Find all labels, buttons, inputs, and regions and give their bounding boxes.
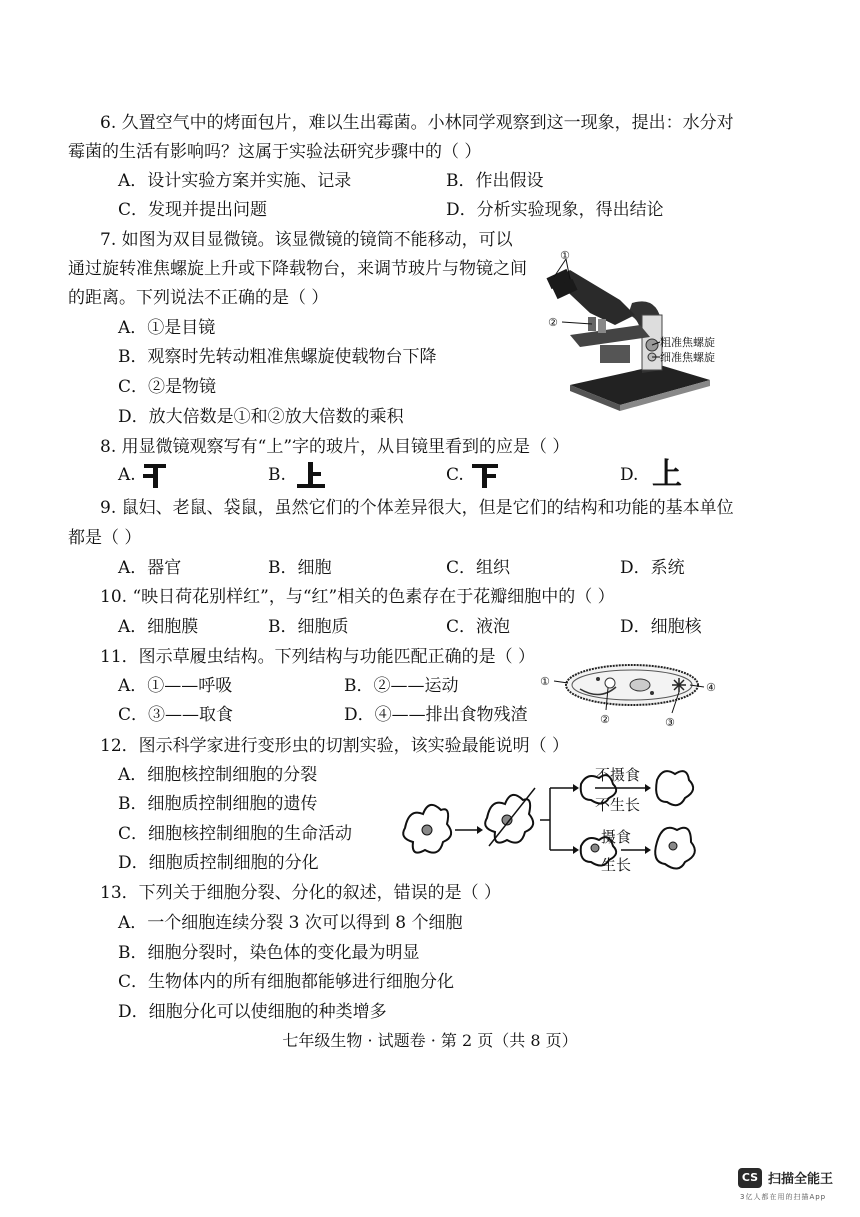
q12-option-b: B．细胞质控制细胞的遗传 xyxy=(118,794,318,814)
q8-option-c: C. xyxy=(446,465,464,485)
q6-option-d: D．分析实验现象，得出结论 xyxy=(446,200,664,220)
q13-stem: 13．下列关于细胞分裂、分化的叙述，错误的是（ ） xyxy=(100,883,502,903)
q11-stem: 11．图示草履虫结构。下列结构与功能匹配正确的是（ ） xyxy=(100,647,536,667)
q7-option-b: B．观察时先转动粗准焦螺旋使载物台下降 xyxy=(118,347,437,367)
q12-option-a: A．细胞核控制细胞的分裂 xyxy=(118,765,318,785)
q7-stem-line2: 通过旋转准焦螺旋上升或下降载物台，来调节玻片与物镜之间 xyxy=(68,259,527,279)
scanner-watermark xyxy=(738,1160,848,1210)
paramecium-label-3: ③ xyxy=(665,716,675,729)
q6-option-b: B．作出假设 xyxy=(446,171,544,191)
q9-option-d: D．系统 xyxy=(620,558,685,578)
q10-options-row xyxy=(0,612,860,642)
q7-option-d: D．放大倍数是①和②放大倍数的乘积 xyxy=(118,407,404,427)
q7-option-a: A．①是目镜 xyxy=(118,318,216,338)
q9-option-a: A．器官 xyxy=(118,558,182,578)
q8-stem: 8. 用显微镜观察写有“上”字的玻片，从目镜里看到的应是（ ） xyxy=(100,437,570,457)
grow-label: 生长 xyxy=(601,856,632,874)
microscope-label-1: ① xyxy=(560,249,570,262)
no-grow-label: 不生长 xyxy=(595,796,641,814)
amoeba-experiment-figure xyxy=(395,758,705,878)
q7-stem-line1: 7. 如图为双目显微镜。该显微镜的镜筒不能移动，可以 xyxy=(100,230,513,250)
q12-stem: 12．图示科学家进行变形虫的切割实验，该实验最能说明（ ） xyxy=(100,736,570,756)
microscope-label-2: ② xyxy=(548,316,558,329)
paramecium-label-1: ① xyxy=(540,675,550,688)
microscope-figure xyxy=(540,245,730,415)
no-eat-label: 不摄食 xyxy=(595,766,641,784)
scanner-logo-icon: CS xyxy=(738,1168,762,1188)
paramecium-figure xyxy=(540,655,725,730)
q8-option-b: B. xyxy=(268,465,286,485)
q9-stem-line1: 9. 鼠妇、老鼠、袋鼠，虽然它们的个体差异很大，但是它们的结构和功能的基本单位 xyxy=(100,498,734,518)
q13-option-c: C．生物体内的所有细胞都能够进行细胞分化 xyxy=(118,972,455,992)
q11-option-c: C．③——取食 xyxy=(118,705,234,725)
eat-label: 摄食 xyxy=(601,828,632,846)
q8-options-row xyxy=(0,457,860,492)
q6-options-row1 xyxy=(0,166,860,196)
q10-option-a: A．细胞膜 xyxy=(118,617,199,637)
scanner-tagline: 3亿人都在用的扫描App xyxy=(740,1193,827,1201)
q13-option-b: B．细胞分裂时，染色体的变化最为明显 xyxy=(118,943,420,963)
q9-option-b: B．细胞 xyxy=(268,558,332,578)
fine-focus-label: 细准焦螺旋 xyxy=(660,351,715,364)
paramecium-label-4: ④ xyxy=(706,681,716,694)
q8-option-d: D. xyxy=(620,465,639,485)
q8-glyph-d: 上 xyxy=(652,457,682,492)
q11-option-a: A．①——呼吸 xyxy=(118,676,233,696)
scanner-app-name: 扫描全能王 xyxy=(768,1172,834,1187)
q10-option-b: B．细胞质 xyxy=(268,617,349,637)
q9-stem-line2: 都是（ ） xyxy=(68,528,142,548)
q12-option-d: D．细胞质控制细胞的分化 xyxy=(118,853,319,873)
q7-option-c: C．②是物镜 xyxy=(118,377,217,397)
q11-option-b: B．②——运动 xyxy=(344,676,459,696)
q13-option-a: A．一个细胞连续分裂 3 次可以得到 8 个细胞 xyxy=(118,913,463,933)
coarse-focus-label: 粗准焦螺旋 xyxy=(660,336,715,349)
q12-option-c: C．细胞核控制细胞的生命活动 xyxy=(118,824,353,844)
q10-option-c: C．液泡 xyxy=(446,617,511,637)
q6-option-c: C．发现并提出问题 xyxy=(118,200,268,220)
q11-option-d: D．④——排出食物残渣 xyxy=(344,705,528,725)
q8-glyph-b-icon xyxy=(295,460,327,490)
q10-option-d: D．细胞核 xyxy=(620,617,702,637)
q9-options-row xyxy=(0,553,860,583)
q8-glyph-c-icon xyxy=(470,460,500,490)
q11-options-row1 xyxy=(0,671,540,701)
q13-option-d: D．细胞分化可以使细胞的种类增多 xyxy=(118,1002,387,1022)
q10-stem: 10. “映日荷花别样红”，与“红”相关的色素存在于花瓣细胞中的（ ） xyxy=(100,587,615,607)
q11-options-row2 xyxy=(0,700,560,730)
q8-glyph-a-icon xyxy=(140,460,168,490)
q6-stem-line1: 6. 久置空气中的烤面包片，难以生出霉菌。小林同学观察到这一现象，提出：水分对 xyxy=(100,113,734,133)
q6-option-a: A．设计实验方案并实施、记录 xyxy=(118,171,352,191)
q9-option-c: C．组织 xyxy=(446,558,511,578)
q6-options-row2 xyxy=(0,195,860,225)
paramecium-label-2: ② xyxy=(600,713,610,726)
q8-option-a: A. xyxy=(118,465,136,485)
q7-stem-line3: 的距离。下列说法不正确的是（ ） xyxy=(68,288,329,308)
q6-stem-line2: 霉菌的生活有影响吗？这属于实验法研究步骤中的（ ） xyxy=(68,142,482,162)
page-footer: 七年级生物 · 试题卷 · 第 2 页（共 8 页） xyxy=(282,1031,578,1050)
